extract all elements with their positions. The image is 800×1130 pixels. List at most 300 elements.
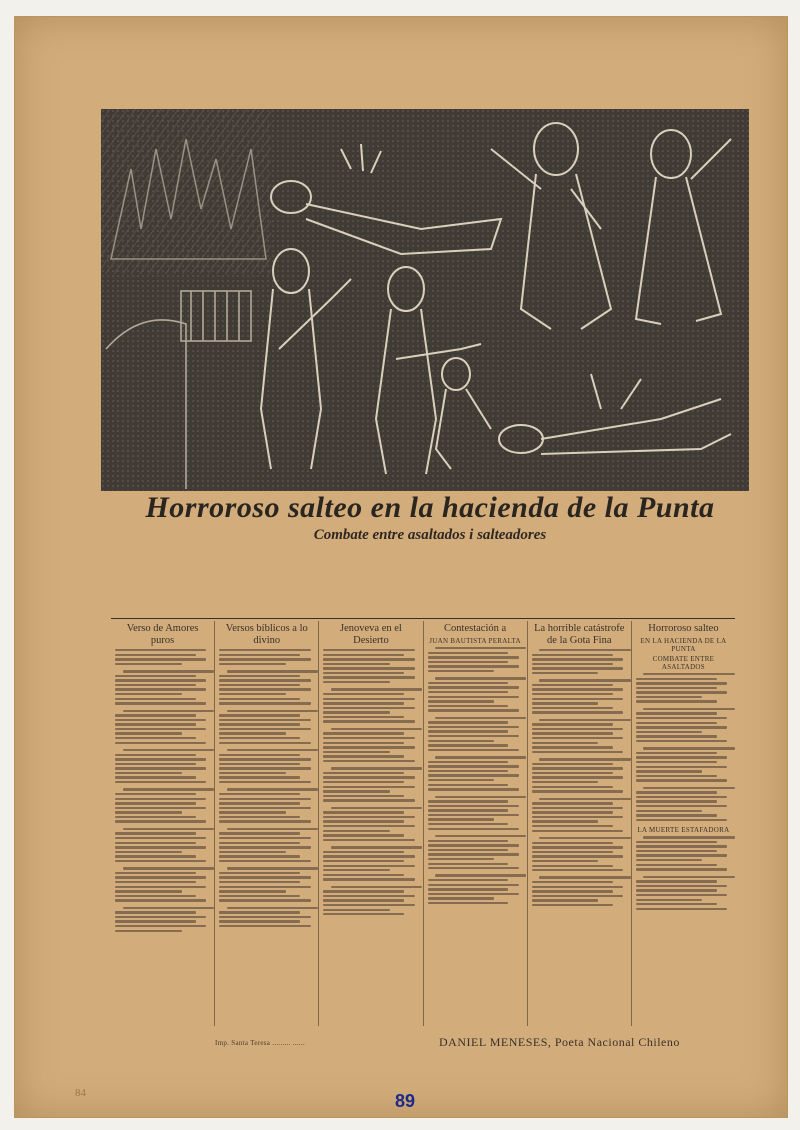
verse-line — [323, 716, 404, 718]
poem-section-heading: LA MUERTE ESTAFADORA — [637, 826, 730, 835]
verse-line — [428, 884, 519, 886]
poem-title: Verso de Amores puros — [126, 623, 199, 646]
verse-line — [636, 850, 717, 852]
verse-line — [115, 802, 196, 804]
poem-stanza — [219, 649, 314, 665]
verse-line — [532, 886, 623, 888]
verse-line — [219, 798, 310, 800]
verse-line — [219, 837, 310, 839]
verse-line — [636, 722, 717, 724]
verse-line — [323, 869, 390, 871]
verse-line — [115, 688, 206, 690]
verse-line — [219, 663, 286, 665]
verse-line — [532, 786, 613, 788]
verse-line — [532, 772, 613, 774]
verse-line — [532, 881, 613, 883]
verse-line — [636, 845, 727, 847]
verse-line — [323, 899, 404, 901]
verse-line — [115, 649, 206, 651]
verse-line — [115, 895, 196, 897]
verse-line — [331, 728, 422, 730]
verse-line — [428, 656, 519, 658]
verse-line — [115, 781, 206, 783]
verse-line — [428, 897, 495, 899]
verse-line — [323, 658, 414, 660]
verse-line — [323, 913, 404, 915]
verse-line — [323, 693, 404, 695]
verse-line — [532, 672, 599, 674]
verse-line — [219, 876, 310, 878]
verse-line — [636, 735, 717, 737]
verse-line — [323, 746, 414, 748]
verse-line — [219, 911, 300, 913]
verse-line — [115, 798, 206, 800]
verse-line — [227, 867, 318, 869]
verse-line — [115, 837, 206, 839]
verse-line — [532, 723, 613, 725]
verse-line — [115, 763, 196, 765]
poem-stanza — [532, 679, 627, 713]
verse-line — [532, 846, 623, 848]
verse-line — [115, 714, 196, 716]
verse-line — [115, 693, 182, 695]
verse-line — [323, 830, 390, 832]
verse-line — [219, 820, 310, 822]
verse-line — [115, 872, 196, 874]
verse-line — [636, 779, 727, 781]
verse-line — [532, 830, 623, 832]
poem-stanza — [323, 807, 418, 841]
poem-title: Horroroso salteo — [648, 623, 719, 634]
verse-line — [115, 851, 182, 853]
verse-line — [219, 881, 300, 883]
verse-line — [323, 820, 404, 822]
woodcut-scene — [101, 109, 749, 491]
poem-stanza — [115, 788, 210, 822]
verse-line — [219, 737, 300, 739]
verse-line — [323, 711, 390, 713]
verse-line — [323, 681, 390, 683]
verse-line — [636, 691, 727, 693]
verse-line — [323, 760, 414, 762]
verse-line — [539, 758, 630, 760]
verse-line — [123, 828, 214, 830]
verse-line — [219, 679, 310, 681]
verse-line — [323, 698, 414, 700]
verse-line — [532, 693, 613, 695]
verse-line — [532, 742, 599, 744]
verse-line — [643, 876, 734, 878]
verse-line — [227, 749, 318, 751]
verse-line — [532, 811, 613, 813]
verse-line — [323, 909, 390, 911]
verse-line — [219, 842, 300, 844]
verse-line — [323, 851, 404, 853]
verse-line — [532, 802, 613, 804]
verse-line — [323, 865, 414, 867]
poem-title: La horrible catástrofe de la Gota Fina — [534, 623, 625, 646]
verse-line — [219, 719, 310, 721]
verse-line — [323, 874, 404, 876]
verse-line — [428, 744, 509, 746]
verse-line — [428, 774, 519, 776]
poem-stanza — [219, 907, 314, 928]
verse-line — [115, 890, 182, 892]
verse-line — [532, 890, 613, 892]
verse-line — [539, 679, 630, 681]
verse-line — [115, 816, 196, 818]
verse-line — [219, 675, 300, 677]
verse-line — [532, 728, 623, 730]
verse-line — [428, 853, 519, 855]
verse-line — [115, 702, 206, 704]
verse-line — [219, 920, 300, 922]
verse-line — [532, 737, 623, 739]
verse-line — [428, 749, 519, 751]
verse-line — [219, 654, 300, 656]
verse-line — [123, 749, 214, 751]
verse-line — [532, 807, 623, 809]
verse-line — [435, 756, 526, 758]
verse-line — [428, 805, 519, 807]
verse-line — [219, 776, 300, 778]
verse-line — [219, 763, 300, 765]
poem-stanza — [532, 837, 627, 871]
poem-columns — [111, 621, 735, 1026]
verse-line — [636, 864, 717, 866]
poem-stanza — [532, 758, 627, 792]
verse-line — [636, 894, 727, 896]
verse-line — [323, 654, 404, 656]
verse-line — [323, 816, 414, 818]
verse-line — [428, 705, 509, 707]
verse-line — [636, 859, 703, 861]
verse-line — [428, 770, 509, 772]
verse-line — [435, 647, 526, 649]
verse-line — [227, 788, 318, 790]
verse-line — [539, 876, 630, 878]
verse-line — [323, 855, 414, 857]
verse-line — [636, 814, 717, 816]
verse-line — [636, 796, 727, 798]
verse-line — [227, 710, 318, 712]
verse-line — [323, 904, 414, 906]
verse-line — [428, 709, 519, 711]
verse-line — [428, 849, 509, 851]
verse-line — [636, 770, 703, 772]
verse-line — [115, 911, 196, 913]
verse-line — [115, 675, 196, 677]
verse-line — [323, 667, 414, 669]
poem-stanza — [115, 649, 210, 665]
verse-line — [323, 790, 390, 792]
verse-line — [323, 839, 414, 841]
verse-line — [219, 895, 300, 897]
verse-line — [323, 834, 404, 836]
verse-line — [428, 665, 519, 667]
verse-line — [115, 776, 196, 778]
verse-line — [643, 747, 734, 749]
verse-line — [636, 696, 703, 698]
author-credit: DANIEL MENESES, Poeta Nacional Chileno — [439, 1035, 680, 1049]
verse-line — [323, 776, 414, 778]
verse-line — [428, 867, 519, 869]
verse-line — [115, 846, 206, 848]
verse-line — [428, 652, 509, 654]
verse-line — [115, 658, 206, 660]
verse-line — [219, 846, 310, 848]
poem-title: Contestación a — [444, 623, 507, 634]
verse-line — [428, 840, 509, 842]
verse-line — [219, 698, 300, 700]
verse-line — [115, 916, 206, 918]
verse-line — [532, 658, 623, 660]
verse-line — [435, 874, 526, 876]
poem-stanza — [323, 688, 418, 722]
poem-stanza — [219, 828, 314, 862]
verse-line — [219, 916, 310, 918]
verse-line — [532, 746, 613, 748]
verse-line — [323, 860, 404, 862]
verse-line — [428, 823, 509, 825]
poem-stanza — [219, 670, 314, 704]
verse-line — [115, 807, 206, 809]
verse-line — [636, 810, 703, 812]
verse-line — [115, 886, 206, 888]
poem-stanza — [428, 756, 523, 790]
verse-line — [636, 868, 727, 870]
verse-line — [636, 761, 717, 763]
verse-line — [323, 878, 414, 880]
verse-line — [323, 707, 414, 709]
poem-column — [111, 621, 215, 1026]
verse-line — [532, 851, 613, 853]
verse-line — [428, 788, 519, 790]
verse-line — [323, 737, 414, 739]
verse-line — [643, 787, 734, 789]
verse-line — [331, 846, 422, 848]
verse-line — [532, 663, 613, 665]
verse-line — [428, 814, 519, 816]
verse-line — [115, 860, 206, 862]
poem-stanza — [115, 749, 210, 783]
verse-line — [115, 723, 196, 725]
broadside-sheet — [14, 16, 788, 1118]
verse-line — [636, 775, 717, 777]
verse-line — [428, 726, 519, 728]
verse-line — [219, 793, 300, 795]
verse-line — [636, 889, 717, 891]
verse-line — [532, 865, 613, 867]
verse-line — [428, 721, 509, 723]
verse-line — [636, 805, 727, 807]
verse-line — [331, 767, 422, 769]
verse-line — [323, 732, 404, 734]
verse-line — [532, 667, 623, 669]
verse-line — [323, 672, 404, 674]
verse-line — [636, 899, 703, 901]
verse-line — [323, 786, 414, 788]
verse-line — [219, 658, 310, 660]
broadside-title: Horroroso salteo en la hacienda de la Punta — [145, 491, 715, 524]
verse-line — [115, 881, 196, 883]
poem-subtitle: JUAN BAUTISTA PERALTA — [429, 637, 521, 645]
poem-stanza — [636, 747, 731, 781]
verse-line — [636, 687, 717, 689]
verse-line — [115, 876, 206, 878]
poem-subtitle-2: COMBATE ENTRE ASALTADOS — [652, 655, 715, 671]
verse-line — [435, 835, 526, 837]
verse-line — [428, 740, 495, 742]
verse-line — [428, 893, 519, 895]
verse-line — [219, 816, 300, 818]
verse-line — [331, 807, 422, 809]
verse-line — [539, 837, 630, 839]
verse-line — [219, 758, 310, 760]
verse-line — [636, 885, 727, 887]
verse-line — [428, 761, 509, 763]
verse-line — [219, 899, 310, 901]
poem-stanza — [428, 835, 523, 869]
verse-line — [219, 890, 286, 892]
verse-line — [115, 767, 206, 769]
verse-line — [219, 807, 310, 809]
broadside-subtitle: Combate entre asaltados i salteadores — [313, 527, 547, 543]
verse-line — [115, 772, 182, 774]
verse-line — [219, 742, 310, 744]
printer-imprint: Imp. Santa Teresa ......... ...... — [215, 1039, 306, 1047]
poem-stanza — [532, 876, 627, 906]
verse-line — [643, 673, 734, 675]
verse-line — [115, 742, 206, 744]
verse-line — [219, 832, 300, 834]
verse-line — [227, 907, 318, 909]
verse-line — [115, 728, 206, 730]
poem-stanza — [323, 846, 418, 880]
verse-line — [532, 684, 613, 686]
verse-line — [219, 781, 310, 783]
poem-stanza — [428, 677, 523, 711]
verse-line — [532, 732, 613, 734]
poem-stanza — [532, 798, 627, 832]
verse-line — [532, 781, 599, 783]
verse-line — [435, 677, 526, 679]
verse-line — [323, 649, 414, 651]
verse-line — [219, 728, 310, 730]
verse-line — [323, 772, 404, 774]
verse-line — [636, 800, 717, 802]
verse-line — [636, 854, 727, 856]
verse-line — [532, 654, 613, 656]
verse-line — [428, 696, 519, 698]
verse-line — [323, 825, 414, 827]
verse-line — [219, 886, 310, 888]
verse-line — [539, 798, 630, 800]
verse-line — [323, 702, 404, 704]
verse-line — [428, 818, 495, 820]
verse-line — [428, 888, 509, 890]
verse-line — [331, 886, 422, 888]
verse-line — [219, 702, 310, 704]
verse-line — [636, 712, 717, 714]
verse-line — [123, 670, 214, 672]
verse-line — [636, 756, 727, 758]
verse-line — [636, 717, 727, 719]
poem-stanza — [636, 836, 731, 870]
verse-line — [219, 649, 310, 651]
verse-line — [219, 684, 300, 686]
verse-line — [435, 796, 526, 798]
poem-stanza — [636, 876, 731, 910]
verse-line — [428, 686, 519, 688]
poem-stanza — [636, 708, 731, 742]
poem-stanza — [219, 710, 314, 744]
verse-line — [227, 828, 318, 830]
verse-line — [219, 723, 300, 725]
verse-line — [532, 895, 623, 897]
verse-line — [539, 719, 630, 721]
verse-line — [532, 707, 613, 709]
verse-line — [636, 682, 727, 684]
verse-line — [323, 811, 404, 813]
verse-line — [323, 895, 414, 897]
verse-line — [532, 820, 599, 822]
poem-stanza — [532, 649, 627, 674]
verse-line — [219, 855, 300, 857]
verse-line — [636, 903, 717, 905]
poem-stanza — [323, 728, 418, 762]
verse-line — [123, 907, 214, 909]
verse-line — [115, 698, 196, 700]
poem-subtitle: EN LA HACIENDA DE LA PUNTA — [640, 637, 727, 653]
verse-line — [115, 684, 196, 686]
poem-stanza — [115, 867, 210, 901]
verse-line — [219, 693, 286, 695]
poem-column — [424, 621, 528, 1026]
verse-line — [532, 688, 623, 690]
verse-line — [219, 860, 310, 862]
verse-line — [532, 899, 599, 901]
poem-title: Jenoveva en el Desierto — [340, 623, 402, 646]
poem-stanza — [115, 670, 210, 704]
verse-line — [323, 663, 390, 665]
poem-stanza — [323, 767, 418, 801]
verse-line — [643, 708, 734, 710]
poem-stanza — [636, 673, 731, 703]
verse-line — [115, 663, 182, 665]
verse-line — [323, 676, 414, 678]
verse-line — [331, 688, 422, 690]
verse-line — [115, 679, 206, 681]
poem-column — [632, 621, 735, 1026]
poem-stanza — [115, 907, 210, 932]
verse-line — [428, 863, 509, 865]
verse-line — [115, 754, 196, 756]
verse-line — [428, 828, 519, 830]
verse-line — [323, 755, 404, 757]
poem-column — [215, 621, 319, 1026]
pencil-mark: 84 — [75, 1087, 86, 1099]
verse-line — [123, 788, 214, 790]
verse-line — [428, 730, 509, 732]
verse-line — [115, 920, 196, 922]
verse-line — [428, 858, 495, 860]
verse-line — [636, 726, 727, 728]
verse-line — [115, 855, 196, 857]
verse-line — [532, 702, 599, 704]
verse-line — [123, 867, 214, 869]
verse-line — [636, 678, 717, 680]
